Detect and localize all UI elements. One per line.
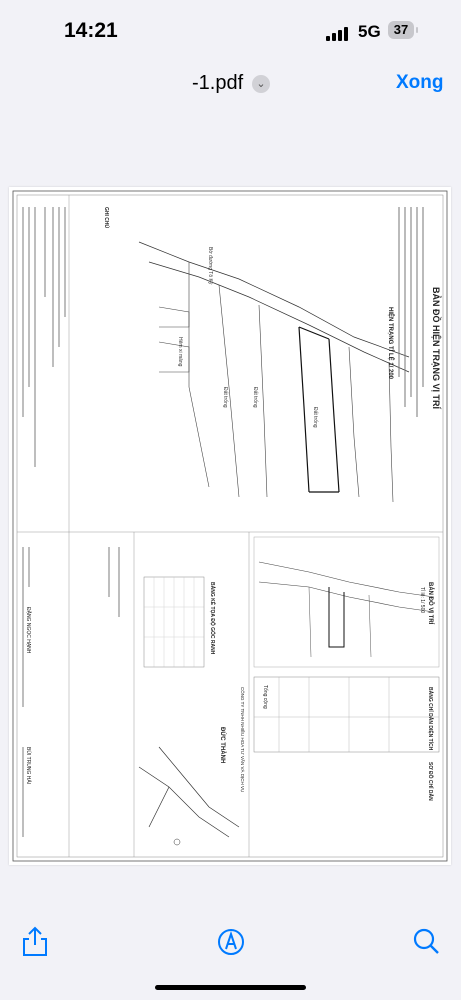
svg-text:Đất trống: Đất trống xyxy=(222,387,228,408)
status-time: 14:21 xyxy=(64,19,118,42)
alley-label: Hẻm xi măng xyxy=(177,337,183,367)
chevron-down-icon[interactable]: ⌄ xyxy=(252,75,270,93)
road-label: Bờ đường Tô Ký xyxy=(207,247,213,285)
status-bar xyxy=(0,0,461,62)
share-icon[interactable] xyxy=(20,925,50,959)
done-button[interactable]: Xong xyxy=(396,72,444,93)
pdf-page[interactable] xyxy=(9,187,451,865)
notes-title: GHI CHÚ xyxy=(103,207,109,229)
battery-icon xyxy=(388,21,414,39)
signal-icon xyxy=(326,25,352,41)
main-title: BẢN ĐỒ HIỆN TRẠNG VỊ TRÍ xyxy=(431,287,441,410)
area-table-title: BẢNG CHỈ DẪN DIỆN TÍCH xyxy=(427,687,433,751)
nav-bar xyxy=(0,62,461,104)
location-map-title: BẢN ĐỒ VỊ TRÍ xyxy=(427,582,433,625)
svg-text:Đất trống: Đất trống xyxy=(252,387,258,408)
search-icon[interactable] xyxy=(412,925,442,959)
markup-icon[interactable] xyxy=(216,925,246,959)
person-left: ĐẶNG NGỌC HẠNH xyxy=(25,607,31,654)
person-right: BÙI TRUNG HẢI xyxy=(25,747,31,785)
document-title[interactable]: -1.pdf xyxy=(192,72,244,94)
network-type: 5G xyxy=(358,22,381,41)
survey-map-drawing xyxy=(9,187,451,865)
battery-level: 37 xyxy=(393,22,409,37)
svg-text:Đất trống: Đất trống xyxy=(312,407,318,428)
company-name: CÔNG TY TNHH NHIỀU HOA TƯ VẤN VÀ DỊCH VỤ xyxy=(240,687,245,793)
location-scale: Tỉ lệ: 1/ 500 xyxy=(419,587,425,614)
guide-title: SƠ ĐỒ CHỈ DẪN xyxy=(427,762,433,801)
bottom-toolbar xyxy=(0,925,461,965)
coords-table-title: BẢNG KÊ TỌA ĐỘ GÓC RANH xyxy=(209,582,215,655)
total-area-label: Tổng cộng xyxy=(262,685,268,709)
surveyor-name: ĐỨC THÀNH xyxy=(219,727,225,764)
sub-title: HIỆN TRẠNG TỈ LỆ 1/ 200 xyxy=(387,307,393,380)
home-indicator xyxy=(155,985,306,990)
